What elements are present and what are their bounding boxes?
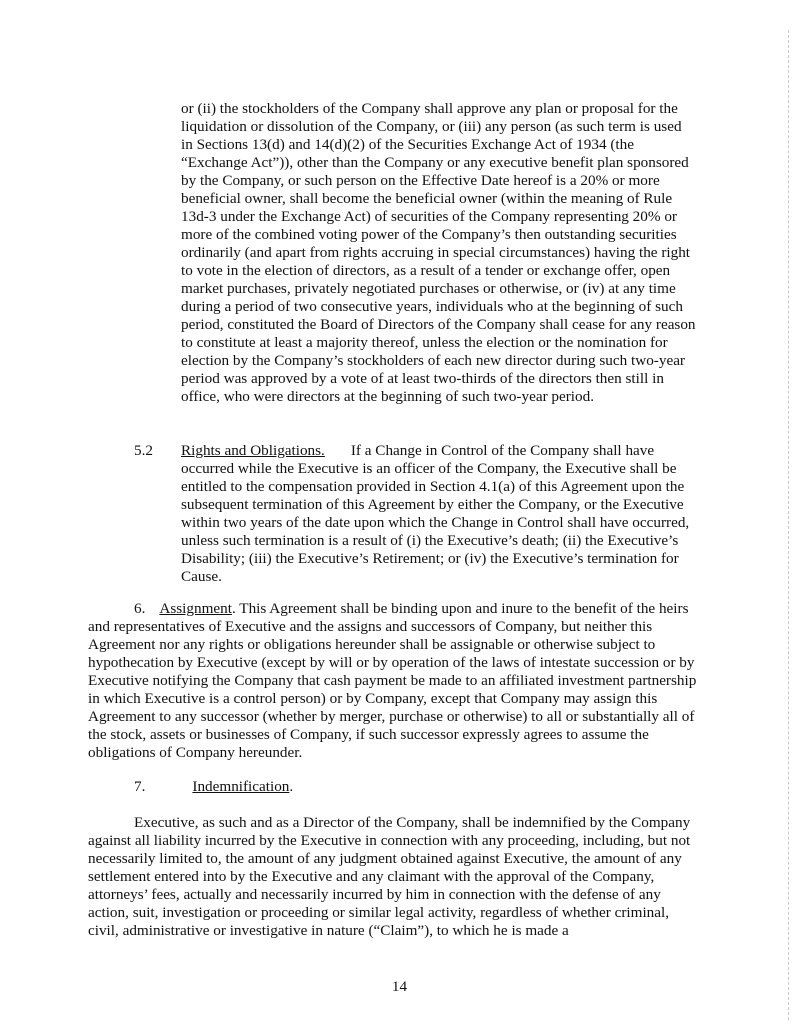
section-6: 6. Assignment. This Agreement shall be binding upon and inure to the benefit of the heirs and representatives of Executive and the assigns and successors of Company, but neither this Agreement nor any rights or obligations hereunder shall be assignable or otherwise subject to hypothecation by Executive (except by will or by operation of the laws of intestate succession or by Executive notifying the Company that cash payment be made to an affiliated investment partnership in which Executive is a control person) or by Company, except that Company may assign this Agreement to any successor (whether by merger, purchase or otherwise) to all or substantially all of the stock, assets or businesses of Company, if such successor expressly agrees to assume the obligations of Company hereunder.: [88, 600, 697, 761]
section-7-body: [88, 814, 703, 940]
scan-edge-line: [788, 30, 789, 1020]
change-in-control-definition-continuation: or (ii) the stockholders of the Company shall approve any plan or proposal for the liquidation or dissolution of the Company, or (iii) any person (as such term is used in Sections 13(d) and 14(d)(2) of the Securities Exchange Act of 1934 (the “Exchange Act”)), other than the Company or any executive benefit plan sponsored by the Company, or such person on the Effective Date hereof is a 20% or more beneficial owner, shall become the beneficial owner (within the meaning of Rule 13d-3 under the Exchange Act) of securities of the Company representing 20% or more of the combined voting power of the Company’s then outstanding securities ordinarily (and apart from rights accruing in special circumstances) having the right to vote in the election of directors, as a result of a tender or exchange offer, open market purchases, privately negotiated purchases or otherwise, or (iv) at any time during a period of two consecutive years, individuals who at the beginning of such period, constituted the Board of Directors of the Company shall cease for any reason to constitute at least a majority thereof, unless the election or the nomination for election by the Company’s stockholders of each new director during such two-year period was approved by a vote of at least two-thirds of the directors then still in office, who were directors at the beginning of such two-year period.: [181, 100, 696, 405]
section-heading: Rights and Obligations.: [181, 442, 325, 459]
section-number: 7.: [134, 778, 146, 795]
section-text: Executive, as such and as a Director of the Company, shall be indemnified by the Company against all liability incurred by the Executive in connection with any proceeding, including, but not necessarily limited to, the amount of any judgment obtained against Executive, the amount of any settlement entered into by the Executive and any claimant with the approval of the Company, attorneys’ fees, actually and necessarily incurred by him in connection with the defense of any action, suit, investigation or proceeding or similar legal activity, regardless of whether criminal, civil, administrative or investigative in nature (“Claim”), to which he is made a: [88, 814, 691, 939]
section-text: If a Change in Control of the Company shall have occurred while the Executive is an officer of the Company, the Executive shall be entitled to the compensation provided in Section 4.1(a) of this Agreement upon the subsequent termination of this Agreement by either the Company, or the Executive within two years of the date upon which the Change in Control shall have occurred, unless such termination is a result of (i) the Executive’s death; (ii) the Executive’s Disability; (iii) the Executive’s Retirement; or (iv) the Executive’s termination for Cause.: [181, 442, 690, 585]
section-number: 5.2: [134, 442, 153, 459]
section-number: 6.: [134, 600, 146, 617]
section-body: [181, 442, 697, 586]
page-number: 14: [391, 978, 408, 995]
section-heading: Assignment: [159, 600, 232, 617]
section-7-heading-line: 7. Indemnification.: [134, 778, 294, 795]
section-text: This Agreement shall be binding upon and inure to the benefit of the heirs and representatives of Executive and the assigns and successors of Company, but neither this Agreement nor any rights or obligations hereunder shall be assignable or otherwise subject to hypothecation by Executive (except by will or by operation of the laws of intestate succession or by Executive notifying the Company that cash payment be made to an affiliated investment partnership in which Executive is a control person) or by Company, except that Company may assign this Agreement to any successor (whether by merger, purchase or otherwise) to all or substantially all of the stock, assets or businesses of Company, if such successor expressly agrees to assume the obligations of Company hereunder.: [88, 600, 697, 761]
section-heading: Indemnification: [192, 778, 290, 795]
